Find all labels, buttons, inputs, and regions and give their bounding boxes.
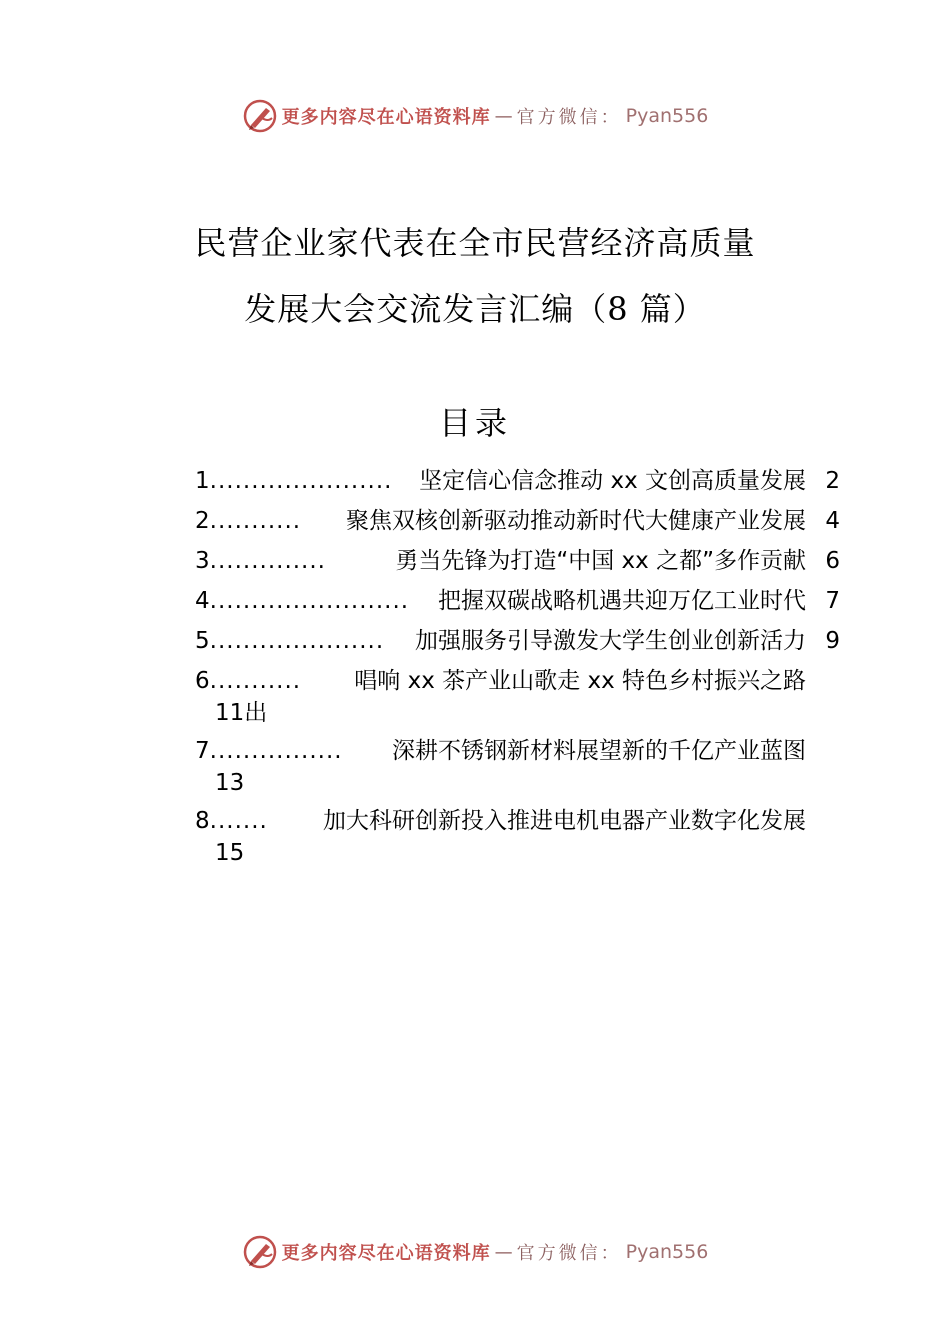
toc-entry-page: 6 xyxy=(825,548,840,574)
toc-entry-title: 加强服务引导激发大学生创业创新活力 xyxy=(415,628,806,654)
toc-entry-title: 深耕不锈钢新材料展望新的千亿产业蓝图 xyxy=(392,738,806,764)
toc-entry[interactable] xyxy=(195,584,840,618)
toc-entry-leader: ........... xyxy=(209,508,302,534)
toc-entry-number: 7 xyxy=(195,738,210,764)
toc-entry-title: 勇当先锋为打造“中国 xx 之都”多作贡献 xyxy=(395,548,806,574)
toc-entry-page: 9 xyxy=(825,628,840,654)
toc-entry[interactable] xyxy=(195,664,840,728)
wechat-id: Pyan556 xyxy=(625,1241,709,1263)
toc-entry-title: 把握双碳战略机遇共迎万亿工业时代 xyxy=(438,588,806,614)
toc-entry-page: 15 xyxy=(215,840,245,866)
document-title-line-2: 发展大会交流发言汇编（8 篇） xyxy=(244,290,706,328)
footer-watermark-banner xyxy=(0,1232,950,1272)
header-watermark-banner xyxy=(0,96,950,136)
toc-entry-leader: ....... xyxy=(209,808,268,834)
toc-entry-number: 2 xyxy=(195,508,210,534)
toc-entry-title: 唱响 xx 茶产业山歌走 xx 特色乡村振兴之路 xyxy=(354,668,806,694)
toc-entry[interactable] xyxy=(195,504,840,538)
brand-text: 更多内容尽在心语资料库 xyxy=(281,1243,491,1264)
toc-entry-leader: ........................ xyxy=(209,588,410,614)
toc-heading: 目录 xyxy=(438,404,511,442)
document-title-line-1: 民营企业家代表在全市民营经济高质量 xyxy=(194,224,756,262)
banner-dash: — xyxy=(494,1241,513,1263)
toc-entry-page: 4 xyxy=(825,508,840,534)
wechat-id: Pyan556 xyxy=(625,105,709,127)
wechat-label: 官方微信： xyxy=(516,107,622,128)
brand-text: 更多内容尽在心语资料库 xyxy=(281,107,491,128)
toc-entry-number: 6 xyxy=(195,668,210,694)
toc-entry-number: 5 xyxy=(195,628,210,654)
table-of-contents xyxy=(195,464,840,874)
toc-entry-title: 坚定信心信念推动 xx 文创高质量发展 xyxy=(419,468,806,494)
toc-entry-number: 1 xyxy=(195,468,210,494)
toc-entry-title: 聚焦双核创新驱动推动新时代大健康产业发展 xyxy=(346,508,806,534)
toc-entry-number: 3 xyxy=(195,548,210,574)
toc-entry[interactable] xyxy=(195,804,840,868)
toc-entry-leader: .............. xyxy=(209,548,326,574)
toc-entry-page: 11出 xyxy=(215,700,268,726)
toc-entry-title: 加大科研创新投入推进电机电器产业数字化发展 xyxy=(323,808,806,834)
toc-entry[interactable] xyxy=(195,734,840,798)
pen-logo-icon xyxy=(242,1234,278,1270)
wechat-label: 官方微信： xyxy=(516,1243,622,1264)
toc-entry[interactable] xyxy=(195,464,840,498)
toc-entry-number: 4 xyxy=(195,588,210,614)
toc-entry-leader: ..................... xyxy=(209,628,385,654)
toc-entry-number: 8 xyxy=(195,808,210,834)
toc-entry-page: 7 xyxy=(825,588,840,614)
banner-dash: — xyxy=(494,105,513,127)
toc-entry-leader: ................ xyxy=(209,738,343,764)
toc-entry[interactable] xyxy=(195,624,840,658)
toc-entry-page: 13 xyxy=(215,770,245,796)
toc-entry[interactable] xyxy=(195,544,840,578)
pen-logo-icon xyxy=(242,98,278,134)
toc-entry-leader: ...................... xyxy=(209,468,393,494)
toc-entry-page: 2 xyxy=(825,468,840,494)
toc-entry-leader: ........... xyxy=(209,668,302,694)
